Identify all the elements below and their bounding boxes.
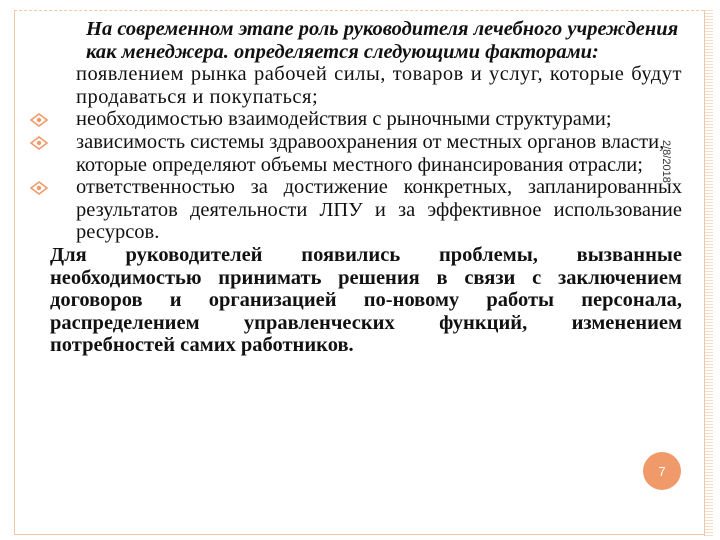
bullet-text: ответственностью за достижение конкретных, запланированных результатов деятельности ЛПУ и за эффективное использование ресурсов. [76, 176, 682, 244]
bullet-item [56, 176, 682, 244]
page-number-badge [643, 452, 681, 490]
bullet-text: зависимость системы здравоохранения от местных органов власти, которые определяют объемы местного финансирования отрасли; [76, 130, 665, 176]
bullet-icon [30, 112, 48, 128]
slide-body [50, 18, 682, 357]
closing-paragraph: Для руководителей появились проблемы, вызванные необходимостью принимать решения в связи с заключением договоров и организацией по-новому работы персонала, распределением управленческих функций, изменением потребностей самих работников. [50, 243, 682, 357]
intro-continuation: появлением рынка рабочей силы, товаров и услуг, которые будут продаваться и покупаться; [76, 63, 682, 108]
slide-date: 2/8/2018 [660, 140, 672, 183]
bullet-item [56, 131, 682, 176]
bullet-icon [30, 135, 48, 151]
decorative-side-strip [704, 10, 713, 536]
page-number: 7 [658, 463, 666, 479]
bullet-item [56, 108, 682, 131]
intro-heading: На современном этапе роль руководителя лечебного учреждения как менеджера. определяется следующими факторами: [86, 18, 679, 63]
bullet-text: необходимостью взаимодействия с рыночными структурами; [76, 108, 612, 131]
bullet-icon [30, 180, 48, 196]
